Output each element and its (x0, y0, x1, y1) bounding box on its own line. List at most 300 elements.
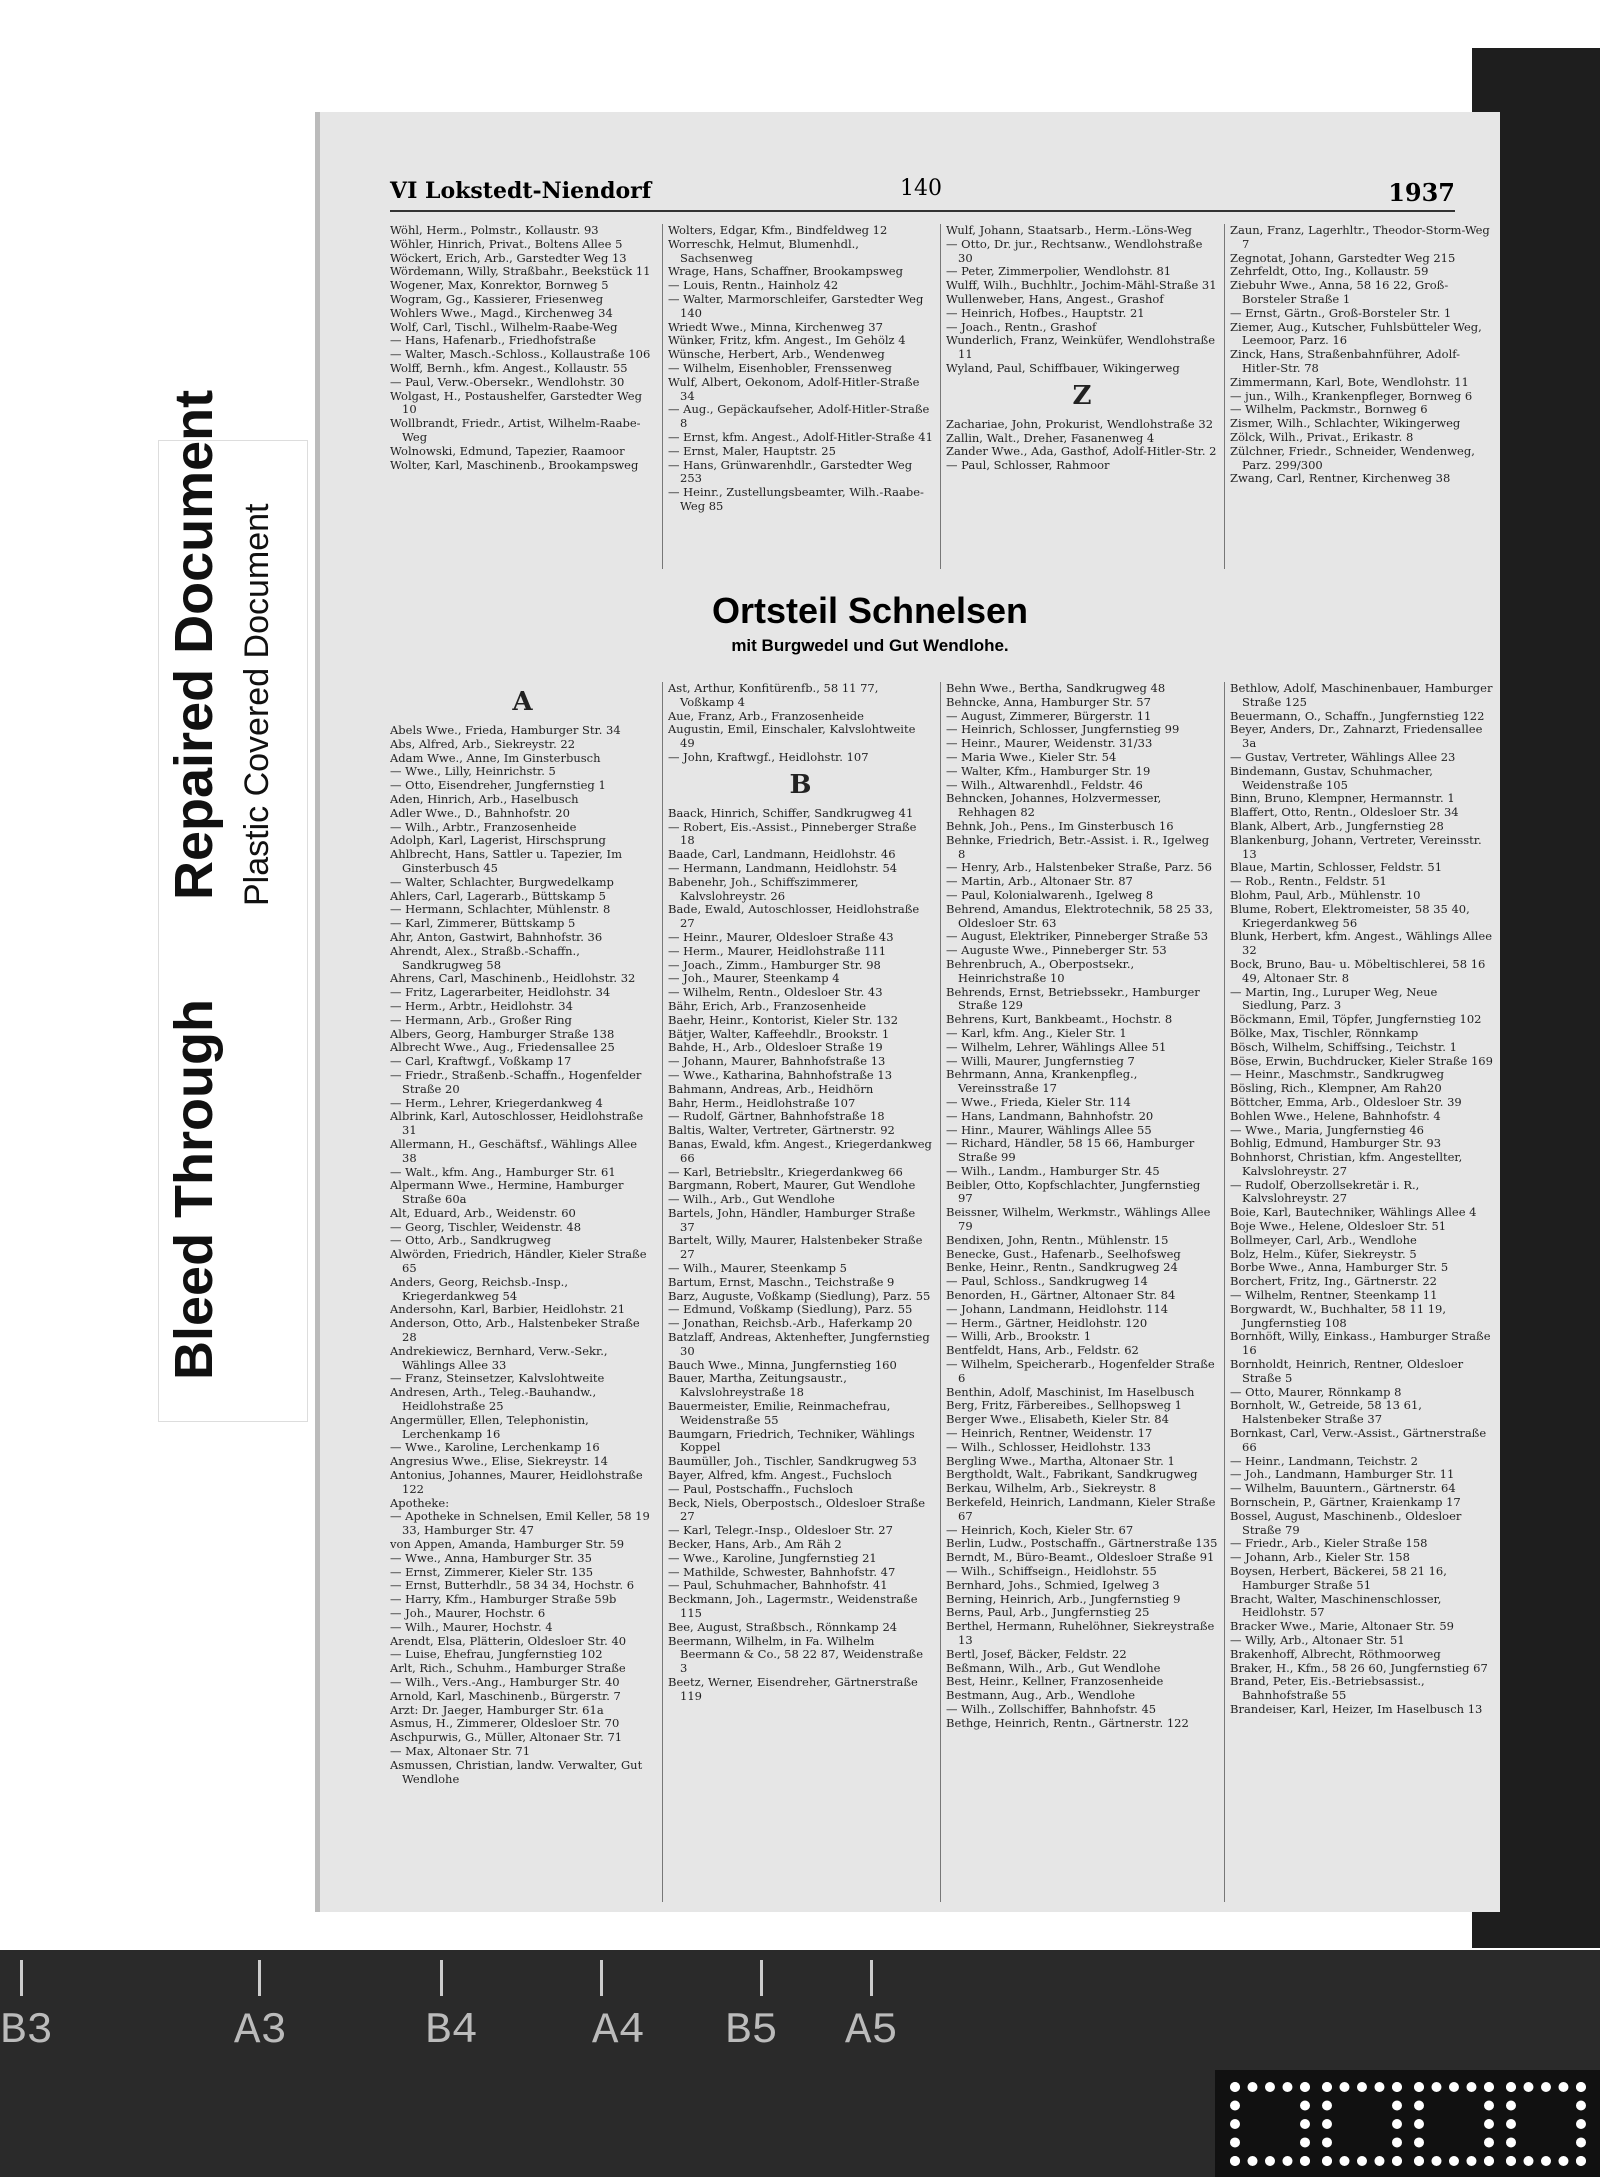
directory-entry: Benke, Heinr., Rentn., Sandkrugweg 24 (946, 1260, 1178, 1275)
directory-entry: Bolz, Helm., Küfer, Siekreystr. 5 (1230, 1246, 1417, 1261)
directory-entry: — Friedr., Arb., Kieler Straße 158 (1230, 1536, 1428, 1551)
directory-entry: Bethlow, Adolf, Maschinenbauer, Hamburger Straße 125 (1230, 682, 1493, 709)
directory-entry: Andresen, Arth., Teleg.-Bauhandw., Heidlohstraße 25 (390, 1385, 597, 1414)
section-title: Ortsteil Schnelsen (711, 590, 1029, 631)
directory-entry: — Karl, Telegr.-Insp., Oldesloer Str. 27 (668, 1523, 893, 1538)
directory-entry: Zallin, Walt., Dreher, Fasanenweg 4 (946, 430, 1155, 445)
directory-entry: Angresius Wwe., Elise, Siekreystr. 14 (390, 1454, 608, 1469)
directory-entry: — Walter, Kfm., Hamburger Str. 19 (946, 763, 1151, 778)
directory-entry: — Willi, Arb., Brookstr. 1 (946, 1329, 1092, 1344)
directory-entry: — Rudolf, Oberzollsekretär i. R., Kalvslohreystr. 27 (1230, 1177, 1420, 1206)
directory-entry: — Paul, Postschaffn., Fuchsloch (668, 1481, 854, 1496)
directory-entry: — Otto, Arb., Sandkrugweg (390, 1233, 551, 1248)
directory-entry: Zwang, Carl, Rentner, Kirchenweg 38 (1230, 471, 1451, 486)
directory-entry: — Walter, Masch.-Schloss., Kollaustraße 106 (390, 347, 651, 362)
directory-entry: — Willy, Arb., Altonaer Str. 51 (1230, 1632, 1405, 1647)
directory-entry: — Auguste Wwe., Pinneberger Str. 53 (946, 943, 1167, 958)
directory-entry: Behncken, Johannes, Holzvermesser, Rehhagen 82 (946, 791, 1162, 820)
directory-entry: Zülchner, Friedr., Schneider, Wendenweg, Parz. 299/300 (1230, 443, 1475, 472)
directory-entry: Bindemann, Gustav, Schuhmacher, Weidenstraße 105 (1230, 763, 1433, 792)
directory-entry: Bade, Ewald, Autoschlosser, Heidlohstraße 27 (668, 902, 920, 931)
directory-entry: — Franz, Steinsetzer, Kalvslohtweite (390, 1371, 605, 1386)
directory-entry: — Wilh., Maurer, Hochstr. 4 (390, 1619, 553, 1634)
directory-entry: Behrens, Kurt, Bankbeamt., Hochstr. 8 (946, 1012, 1173, 1027)
directory-entry: Böttcher, Emma, Arb., Oldesloer Str. 39 (1230, 1094, 1462, 1109)
directory-entry: Bertl, Josef, Bäcker, Feldstr. 22 (946, 1646, 1127, 1661)
directory-entry: Wolters, Edgar, Kfm., Bindfeldweg 12 (668, 224, 888, 237)
directory-entry: — Wilh., Arbtr., Franzosenheide (390, 819, 577, 834)
bottom-column-4 (1230, 682, 1495, 1902)
directory-entry: Beissner, Wilhelm, Werkmstr., Wählings Allee 79 (946, 1205, 1211, 1234)
directory-entry: Benecke, Gust., Hafenarb., Seelhofsweg (946, 1246, 1181, 1261)
directory-entry: Blunk, Herbert, kfm. Angest., Wählings Allee 32 (1230, 929, 1492, 958)
directory-entry: Bornschein, P., Gärtner, Kraienkamp 17 (1230, 1495, 1461, 1510)
directory-entry: Wolf, Carl, Tischl., Wilhelm-Raabe-Weg (390, 319, 618, 334)
directory-entry: — Rudolf, Gärtner, Bahnhofstraße 18 (668, 1109, 885, 1124)
directory-entry: Bahde, H., Arb., Oldesloer Straße 19 (668, 1040, 883, 1055)
bottom-column-1 (390, 682, 655, 1902)
directory-entry: — Johann, Landmann, Heidlohstr. 114 (946, 1301, 1169, 1316)
directory-entry: Bracker Wwe., Marie, Altonaer Str. 59 (1230, 1619, 1454, 1634)
directory-entry: Batzlaff, Andreas, Aktenhefter, Jungfernstieg 30 (668, 1330, 930, 1358)
directory-entry: Blohm, Paul, Arb., Mühlenstr. 10 (1230, 887, 1421, 902)
directory-entry: — Hermann, Schlachter, Mühlenstr. 8 (390, 902, 611, 917)
directory-entry: — Heinr., Landmann, Teichstr. 2 (1230, 1453, 1418, 1468)
bottom-column-2 (668, 682, 933, 1902)
directory-entry: Berning, Heinrich, Arb., Jungfernstieg 9 (946, 1591, 1181, 1606)
directory-entry: — Ernst, Maler, Hauptstr. 25 (668, 443, 836, 458)
directory-entry: Boysen, Herbert, Bäckerei, 58 21 16, Hamburger Straße 51 (1230, 1564, 1447, 1592)
directory-entry: — Karl, kfm. Ang., Kieler Str. 1 (946, 1025, 1127, 1040)
directory-entry: — Ernst, Zimmerer, Kieler Str. 135 (390, 1564, 594, 1579)
directory-entry: Behn Wwe., Bertha, Sandkrugweg 48 (946, 682, 1166, 695)
directory-entry: Bergling Wwe., Martha, Altonaer Str. 1 (946, 1453, 1175, 1468)
directory-entry: — Wilhelm, Speicherarb., Hogenfelder Straße 6 (946, 1357, 1215, 1385)
directory-entry: Alt, Eduard, Arb., Weidenstr. 60 (390, 1205, 576, 1220)
directory-entry: Berkau, Wilhelm, Arb., Siekreystr. 8 (946, 1481, 1157, 1496)
directory-entry: — jun., Wilh., Krankenpfleger, Bornweg 6 (1230, 388, 1473, 403)
directory-entry: Beetz, Werner, Eisendreher, Gärtnerstraße 119 (668, 1674, 918, 1703)
directory-entry: — Wilh., Zollschiffer, Bahnhofstr. 45 (946, 1701, 1157, 1716)
directory-entry: Bargmann, Robert, Maurer, Gut Wendlohe (668, 1178, 916, 1193)
directory-entry: — Wwe., Katharina, Bahnhofstraße 13 (668, 1067, 893, 1082)
directory-entry: Bornkast, Carl, Verw.-Assist., Gärtnerstraße 66 (1230, 1426, 1487, 1454)
counter-digit (1506, 2082, 1586, 2166)
directory-entry: — Wwe., Maria, Jungfernstieg 46 (1230, 1122, 1424, 1137)
directory-entry: — Wilh., Schlosser, Heidlohstr. 133 (946, 1439, 1151, 1454)
directory-entry: Bergtholdt, Walt., Fabrikant, Sandkrugweg (946, 1467, 1198, 1482)
directory-entry: Worreschk, Helmut, Blumenhdl., Sachsenweg (668, 236, 859, 265)
directory-entry: Benthin, Adolf, Maschinist, Im Haselbusch (946, 1384, 1195, 1399)
directory-entry: Wulf, Johann, Staatsarb., Herm.-Löns-Weg (946, 224, 1192, 237)
directory-entry: Behrend, Amandus, Elektrotechnik, 58 25 33, Oldesloer Str. 63 (946, 901, 1213, 930)
directory-entry: — Joh., Landmann, Hamburger Str. 11 (1230, 1467, 1455, 1482)
directory-entry: Bethge, Heinrich, Rentn., Gärtnerstr. 122 (946, 1715, 1189, 1730)
directory-entry: — Walter, Schlachter, Burgwedelkamp (390, 874, 614, 889)
directory-entry: Braker, H., Kfm., 58 26 60, Jungfernstieg 67 (1230, 1660, 1488, 1675)
directory-entry: — August, Elektriker, Pinneberger Straße 53 (946, 929, 1209, 944)
directory-entry: Bracht, Walter, Maschinenschlosser, Heidlohstr. 57 (1230, 1591, 1442, 1620)
directory-entry: Arlt, Rich., Schuhm., Hamburger Straße (390, 1661, 626, 1676)
directory-entry: Wohlers Wwe., Magd., Kirchenweg 34 (390, 305, 613, 320)
directory-entry: Blume, Robert, Elektromeister, 58 35 40, Kriegerdankweg 56 (1230, 901, 1470, 930)
directory-entry: — Hinr., Maurer, Wählings Allee 55 (946, 1122, 1152, 1137)
directory-entry: Zehrfeldt, Otto, Ing., Kollaustr. 59 (1230, 264, 1429, 279)
directory-entry: Behrends, Ernst, Betriebssekr., Hamburger Straße 129 (946, 984, 1200, 1013)
directory-entry: — Joach., Rentn., Grashof (946, 319, 1097, 334)
directory-entry: Blaue, Martin, Schlosser, Feldstr. 51 (1230, 860, 1443, 875)
directory-entry: — Walter, Marmorschleifer, Garstedter Weg 140 (668, 291, 924, 320)
directory-entry: — Martin, Ing., Luruper Weg, Neue Siedlung, Parz. 3 (1230, 984, 1438, 1013)
directory-entry: — Herm., Lehrer, Kriegerdankweg 4 (390, 1095, 603, 1110)
directory-entry: Bayer, Alfred, kfm. Angest., Fuchsloch (668, 1468, 892, 1483)
directory-entry: Bahr, Herm., Heidlohstraße 107 (668, 1095, 856, 1110)
directory-entry: Baltis, Walter, Vertreter, Gärtnerstr. 92 (668, 1123, 895, 1138)
directory-entry: — Hermann, Arb., Großer Ring (390, 1012, 572, 1027)
directory-entry: — Karl, Betriebsltr., Kriegerdankweg 66 (668, 1164, 903, 1179)
top-column-3 (946, 224, 1218, 574)
directory-entry: Blankenburg, Johann, Vertreter, Vereinsstr. 13 (1230, 832, 1482, 861)
directory-entry: — Apotheke in Schnelsen, Emil Keller, 58 19 33, Hamburger Str. 47 (390, 1509, 650, 1538)
directory-entry: — Heinrich, Koch, Kieler Str. 67 (946, 1522, 1134, 1537)
label-repaired-document: Repaired Document (164, 389, 224, 900)
directory-entry: Babenehr, Joh., Schiffszimmerer, Kalvslohreystr. 26 (668, 874, 859, 903)
directory-entry: Wolgast, H., Postaushelfer, Garstedter Weg 10 (390, 388, 642, 417)
directory-entry: Wöhl, Herm., Polmstr., Kollaustr. 93 (390, 224, 599, 237)
top-column-1 (390, 224, 655, 574)
directory-entry: — Wilh., Schiffseign., Heidlohstr. 55 (946, 1564, 1157, 1578)
directory-entry: — Heinr., Maurer, Oldesloer Straße 43 (668, 929, 894, 944)
directory-entry: — Wwe., Karoline, Jungfernstieg 21 (668, 1550, 877, 1565)
directory-entry: — Richard, Händler, 58 15 66, Hamburger Straße 99 (946, 1136, 1195, 1165)
directory-entry: Albrink, Karl, Autoschlosser, Heidlohstraße 31 (390, 1109, 644, 1138)
directory-entry: Zachariae, John, Prokurist, Wendlohstraße 32 (946, 416, 1214, 431)
directory-entry: — Heinrich, Schlosser, Jungfernstieg 99 (946, 722, 1180, 737)
ruler-label-a4: A4 (592, 2006, 645, 2056)
top-column-4 (1230, 224, 1495, 574)
directory-entry: Blaffert, Otto, Rentn., Oldesloer Str. 34 (1230, 805, 1459, 820)
directory-entry: Adam Wwe., Anne, Im Ginsterbusch (390, 750, 601, 765)
directory-entry: Ahlbrecht, Hans, Sattler u. Tapezier, Im Ginsterbusch 45 (390, 847, 623, 875)
top-margin (0, 0, 1600, 48)
directory-entry: Brakenhoff, Albrecht, Röthmoorweg (1230, 1646, 1441, 1661)
directory-entry: — Aug., Gepäckaufseher, Adolf-Hitler-Straße 8 (668, 402, 930, 431)
directory-entry: Bauermeister, Emilie, Reinmachefrau, Weidenstraße 55 (668, 1399, 891, 1427)
directory-entry: Böse, Erwin, Buchdrucker, Kieler Straße 169 (1230, 1053, 1493, 1068)
directory-entry: Beibler, Otto, Kopfschlachter, Jungfernstieg 97 (946, 1177, 1201, 1206)
page-number: 140 (900, 176, 942, 201)
directory-entry: Best, Heinr., Kellner, Franzosenheide (946, 1674, 1164, 1689)
directory-entry: Borgwardt, W., Buchhalter, 58 11 19, Jungfernstieg 108 (1230, 1301, 1446, 1330)
directory-entry: Andersohn, Karl, Barbier, Heidlohstr. 21 (390, 1302, 626, 1317)
directory-entry: Bauer, Martha, Zeitungsaustr., Kalvslohreystraße 18 (668, 1371, 847, 1400)
directory-entry: — Wwe., Anna, Hamburger Str. 35 (390, 1550, 592, 1565)
ruler-label-b3: B3 (0, 2006, 53, 2056)
directory-entry: — Maria Wwe., Kieler Str. 54 (946, 749, 1117, 764)
directory-entry: Bohnhorst, Christian, kfm. Angestellter, Kalvslohreystr. 27 (1230, 1150, 1463, 1178)
directory-entry: Behnke, Friedrich, Betr.-Assist. i. R., Igelweg 8 (946, 832, 1210, 861)
directory-entry: Zölck, Wilh., Privat., Erikastr. 8 (1230, 429, 1414, 444)
ruler-label-a3: A3 (234, 2006, 287, 2056)
directory-page (315, 112, 1500, 1912)
directory-entry: — Wilhelm, Bauuntern., Gärtnerstr. 64 (1230, 1481, 1456, 1496)
directory-entry: — Hermann, Landmann, Heidlohstr. 54 (668, 860, 898, 875)
directory-entry: Bornhöft, Willy, Einkass., Hamburger Straße 16 (1230, 1329, 1491, 1358)
directory-entry: — John, Kraftwgf., Heidlohstr. 107 (668, 749, 869, 764)
directory-entry: Wyland, Paul, Schiffbauer, Wikingerweg (946, 360, 1180, 375)
directory-entry: — Paul, Schloss., Sandkrugweg 14 (946, 1274, 1148, 1289)
directory-entry: — Mathilde, Schwester, Bahnhofstr. 47 (668, 1564, 896, 1579)
directory-entry: Berger Wwe., Elisabeth, Kieler Str. 84 (946, 1412, 1169, 1427)
counter-digit (1230, 2082, 1310, 2166)
directory-entry: Wünker, Fritz, kfm. Angest., Im Gehölz 4 (668, 333, 906, 348)
directory-entry: — Otto, Maurer, Rönnkamp 8 (1230, 1384, 1402, 1399)
directory-entry: — Paul, Schlosser, Rahmoor (946, 458, 1110, 473)
directory-entry: Wöckert, Erich, Arb., Garstedter Weg 13 (390, 250, 627, 265)
section-letter: Z (1072, 380, 1092, 411)
directory-entry: Beck, Niels, Oberpostsch., Oldesloer Straße 27 (668, 1495, 926, 1524)
directory-entry: Ahrens, Carl, Maschinenb., Heidlohstr. 32 (390, 971, 636, 986)
directory-entry: Wulf, Albert, Oekonom, Adolf-Hitler-Straße 34 (668, 374, 920, 403)
directory-entry: von Appen, Amanda, Hamburger Str. 59 (390, 1537, 625, 1552)
section-letter: A (512, 687, 533, 717)
counter-digit (1322, 2082, 1402, 2166)
directory-entry: Beckmann, Joh., Lagermstr., Weidenstraße 115 (668, 1592, 918, 1620)
directory-entry: Boie, Karl, Bautechniker, Wählings Allee 4 (1230, 1205, 1477, 1220)
directory-entry: Ziemer, Aug., Kutscher, Fuhlsbütteler Weg, Leemoor, Parz. 16 (1230, 319, 1482, 348)
directory-entry: Wogram, Gg., Kassierer, Friesenweg (390, 291, 604, 306)
directory-entry: Beyer, Anders, Dr., Zahnarzt, Friedensallee 3a (1230, 722, 1483, 751)
directory-entry: Wöhler, Hinrich, Privat., Boltens Allee 5 (390, 236, 623, 251)
directory-entry: Alwörden, Friedrich, Händler, Kieler Straße 65 (390, 1247, 647, 1276)
directory-entry: — Wilhelm, Packmstr., Bornweg 6 (1230, 402, 1428, 417)
directory-entry: Wulff, Wilh., Buchhltr., Jochim-Mähl-Straße 31 (946, 278, 1217, 293)
directory-entry: Bartels, John, Händler, Hamburger Straße 37 (668, 1205, 916, 1234)
directory-entry: — Luise, Ehefrau, Jungfernstieg 102 (390, 1647, 603, 1662)
directory-entry: — Wilh., Maurer, Steenkamp 5 (668, 1261, 847, 1276)
directory-entry: Ast, Arthur, Konfitürenfb., 58 11 77, Voßkamp 4 (668, 682, 879, 709)
directory-entry: Bauch Wwe., Minna, Jungfernstieg 160 (668, 1357, 897, 1372)
directory-entry: — Wwe., Karoline, Lerchenkamp 16 (390, 1440, 600, 1455)
directory-entry: Bölke, Max, Tischler, Rönnkamp (1230, 1025, 1419, 1040)
directory-entry: Banas, Ewald, kfm. Angest., Kriegerdankweg 66 (668, 1136, 932, 1165)
directory-entry: Zimmermann, Karl, Bote, Wendlohstr. 11 (1230, 374, 1469, 389)
directory-entry: Arzt: Dr. Jaeger, Hamburger Str. 61a (390, 1702, 604, 1717)
ruler-label-b5: B5 (725, 2006, 778, 2056)
directory-entry: Beßmann, Wilh., Arb., Gut Wendlohe (946, 1660, 1161, 1675)
directory-entry: Wolnowski, Edmund, Tapezier, Raamoor (390, 443, 625, 458)
directory-entry: Wriedt Wwe., Minna, Kirchenweg 37 (668, 319, 883, 334)
directory-entry: Arendt, Elsa, Plätterin, Oldesloer Str. 40 (390, 1633, 627, 1648)
directory-entry: — Hans, Hafenarb., Friedhofstraße (390, 333, 596, 348)
directory-entry: Antonius, Johannes, Maurer, Heidlohstraße 122 (390, 1468, 643, 1496)
directory-entry: Augustin, Emil, Einschaler, Kalvslohtweite 49 (668, 722, 916, 751)
directory-entry: Berthel, Hermann, Ruhelöhner, Siekreystraße 13 (946, 1619, 1215, 1647)
directory-entry: — Harry, Kfm., Hamburger Straße 59b (390, 1592, 617, 1607)
directory-entry: Barz, Auguste, Voßkamp (Siedlung), Parz. 55 (668, 1288, 931, 1303)
directory-entry: — Heinr., Zustellungsbeamter, Wilh.-Raabe-Weg 85 (668, 485, 924, 513)
directory-entry: Bösch, Wilhelm, Schiffsing., Teichstr. 1 (1230, 1039, 1457, 1054)
directory-entry: Angermüller, Ellen, Telephonistin, Lerchenkamp 16 (390, 1412, 589, 1441)
directory-entry: Boje Wwe., Helene, Oldesloer Str. 51 (1230, 1219, 1447, 1234)
bottom-column-3 (946, 682, 1218, 1902)
directory-entry: Bahmann, Andreas, Arb., Heidhörn (668, 1081, 874, 1096)
directory-entry: Berg, Fritz, Färbereibes., Sellhopsweg 1 (946, 1398, 1182, 1413)
directory-entry: Asmussen, Christian, landw. Verwalter, Gut Wendlohe (390, 1757, 643, 1786)
directory-entry: Berlin, Ludw., Postschaffn., Gärtnerstraße 135 (946, 1536, 1218, 1551)
directory-entry: Bartelt, Willy, Maurer, Halstenbeker Straße 27 (668, 1233, 923, 1262)
directory-entry: Wrage, Hans, Schaffner, Brookampsweg (668, 264, 903, 279)
directory-entry: Bähr, Erich, Arb., Franzosenheide (668, 998, 867, 1013)
directory-entry: Bornholt, W., Getreide, 58 13 61, Halstenbeker Straße 37 (1230, 1398, 1422, 1427)
directory-entry: — Paul, Verw.-Obersekr., Wendlohstr. 30 (390, 374, 625, 389)
directory-entry: Albers, Georg, Hamburger Straße 138 (390, 1026, 615, 1041)
directory-entry: Bock, Bruno, Bau- u. Möbeltischlerei, 58 16 49, Altonaer Str. 8 (1230, 956, 1486, 985)
directory-entry: Beuermann, O., Schaffn., Jungfernstieg 122 (1230, 708, 1485, 723)
directory-entry: — Paul, Schuhmacher, Bahnhofstr. 41 (668, 1578, 888, 1593)
directory-entry: — Friedr., Straßenb.-Schaffn., Hogenfelder Straße 20 (390, 1067, 642, 1096)
directory-entry: Aue, Franz, Arb., Franzosenheide (668, 708, 864, 723)
directory-entry: Wördemann, Willy, Straßbahr., Beekstück 11 (390, 264, 651, 279)
directory-entry: — Gustav, Vertreter, Wählings Allee 23 (1230, 749, 1456, 764)
directory-entry: — Wilh., Landm., Hamburger Str. 45 (946, 1163, 1160, 1178)
directory-entry: Behnk, Joh., Pens., Im Ginsterbusch 16 (946, 818, 1174, 833)
directory-entry: — Otto, Dr. jur., Rechtsanw., Wendlohstraße 30 (946, 236, 1203, 265)
directory-entry: Adolph, Karl, Lagerist, Hirschsprung (390, 833, 606, 848)
directory-entry: Baade, Carl, Landmann, Heidlohstr. 46 (668, 847, 896, 862)
directory-entry: — Martin, Arb., Altonaer Str. 87 (946, 874, 1133, 889)
directory-entry: Anders, Georg, Reichsb.-Insp., Kriegerdankweg 54 (390, 1274, 568, 1303)
directory-entry: Allermann, H., Geschäftsf., Wählings Allee 38 (390, 1136, 638, 1165)
directory-entry: Behrenbruch, A., Oberpostsekr., Heinrichstraße 10 (946, 956, 1135, 985)
directory-entry: Bentfeldt, Hans, Arb., Feldstr. 62 (946, 1343, 1139, 1358)
directory-entry: Wolter, Karl, Maschinenb., Brookampsweg (390, 457, 639, 472)
directory-entry: — Fritz, Lagerarbeiter, Heidlohstr. 34 (390, 985, 611, 1000)
directory-entry: — Joh., Maurer, Steenkamp 4 (668, 971, 840, 986)
scanner-ruler (0, 1950, 1600, 2177)
directory-entry: Wunderlich, Franz, Weinküfer, Wendlohstraße 11 (946, 333, 1216, 362)
directory-entry: Aden, Hinrich, Arb., Haselbusch (390, 791, 579, 806)
label-bleed-through: Bleed Through (164, 999, 224, 1380)
directory-entry: Ziebuhr Wwe., Anna, 58 16 22, Groß-Borsteler Straße 1 (1230, 278, 1449, 306)
directory-entry: Zaun, Franz, Lagerhltr., Theodor-Storm-Weg 7 (1230, 224, 1490, 251)
directory-entry: — Ernst, kfm. Angest., Adolf-Hitler-Straße 41 (668, 429, 933, 444)
directory-entry: — Edmund, Voßkamp (Siedlung), Parz. 55 (668, 1302, 913, 1317)
directory-entry: Zinck, Hans, Straßenbahnführer, Adolf-Hitler-Str. 78 (1230, 347, 1460, 375)
directory-entry: Behncke, Anna, Hamburger Str. 57 (946, 694, 1151, 709)
directory-entry: Ahrendt, Alex., Straßb.-Schaffn., Sandkrugweg 58 (390, 943, 580, 972)
directory-entry: — Wilhelm, Rentner, Steenkamp 11 (1230, 1288, 1438, 1303)
directory-entry: Arnold, Karl, Maschinenb., Bürgerstr. 7 (390, 1688, 621, 1703)
directory-entry: Bartum, Ernst, Maschn., Teichstraße 9 (668, 1274, 895, 1289)
top-column-2 (668, 224, 933, 574)
directory-entry: Wünsche, Herbert, Arb., Wendenweg (668, 347, 885, 362)
ruler-label-a5: A5 (845, 2006, 898, 2056)
directory-entry: — Willi, Maurer, Jungfernstieg 7 (946, 1053, 1135, 1068)
directory-entry: Bohlen Wwe., Helene, Bahnhofstr. 4 (1230, 1108, 1441, 1123)
directory-entry: — Otto, Eisendreher, Jungfernstieg 1 (390, 778, 606, 793)
section-letter: B (789, 769, 812, 800)
directory-entry: — Jonathan, Reichsb.-Arb., Haferkamp 20 (668, 1316, 913, 1331)
header-title: VI Lokstedt-Niendorf (390, 178, 652, 204)
label-plastic-covered: Plastic Covered Document (238, 503, 276, 906)
directory-entry: Borbe Wwe., Anna, Hamburger Str. 5 (1230, 1260, 1449, 1275)
directory-entry: Asmus, H., Zimmerer, Oldesloer Str. 70 (390, 1716, 620, 1731)
directory-entry: Andrekiewicz, Bernhard, Verw.-Sekr., Wählings Allee 33 (390, 1343, 608, 1372)
directory-entry: — Wilh., Arb., Gut Wendlohe (668, 1192, 835, 1207)
directory-entry: Brandeiser, Karl, Heizer, Im Haselbusch 13 (1230, 1701, 1483, 1716)
directory-entry: Wullenweber, Hans, Angest., Grashof (946, 291, 1164, 306)
directory-entry: — Ernst, Gärtn., Groß-Borsteler Str. 1 (1230, 305, 1452, 320)
directory-entry: Anderson, Otto, Arb., Halstenbeker Straße 28 (390, 1316, 640, 1345)
directory-entry: — Rob., Rentn., Feldstr. 51 (1230, 874, 1387, 889)
directory-entry: — Hans, Grünwarenhdlr., Garstedter Weg 253 (668, 457, 913, 486)
directory-entry: Bee, August, Straßbsch., Rönnkamp 24 (668, 1619, 898, 1634)
directory-entry: — Robert, Eis.-Assist., Pinneberger Straße 18 (668, 819, 917, 848)
directory-entry: Abs, Alfred, Arb., Siekreystr. 22 (390, 736, 576, 751)
directory-entry: — Johann, Arb., Kieler Str. 158 (1230, 1550, 1410, 1565)
directory-entry: Berkefeld, Heinrich, Landmann, Kieler Straße 67 (946, 1495, 1216, 1523)
directory-entry: — Herm., Maurer, Heidlohstraße 111 (668, 943, 887, 958)
directory-entry: Wolff, Bernh., kfm. Angest., Kollaustr. 55 (390, 360, 628, 375)
directory-entry: Baumgarn, Friedrich, Techniker, Wählings Koppel (668, 1426, 915, 1455)
directory-entry: — Karl, Zimmerer, Büttskamp 5 (390, 916, 576, 931)
directory-entry: Wogener, Max, Konrektor, Bornweg 5 (390, 278, 609, 293)
directory-entry: — Heinr., Maurer, Weidenstr. 31/33 (946, 736, 1153, 751)
directory-entry: Binn, Bruno, Klempner, Hermannstr. 1 (1230, 791, 1455, 806)
directory-entry: Baehr, Heinr., Kontorist, Kieler Str. 132 (668, 1012, 899, 1027)
directory-entry: Aschpurwis, G., Müller, Altonaer Str. 71 (390, 1730, 623, 1745)
counter-digit (1414, 2082, 1494, 2166)
directory-entry: Baumüller, Joh., Tischler, Sandkrugweg 53 (668, 1454, 917, 1469)
directory-entry: — Louis, Rentn., Hainholz 42 (668, 278, 839, 293)
directory-entry: — Wilh., Vers.-Ang., Hamburger Str. 40 (390, 1674, 620, 1689)
directory-entry: — Ernst, Butterhdlr., 58 34 34, Hochstr. 6 (390, 1578, 635, 1593)
directory-entry: Bestmann, Aug., Arb., Wendlohe (946, 1688, 1136, 1703)
directory-entry: — Paul, Kolonialwarenh., Igelweg 8 (946, 887, 1154, 902)
directory-entry: Apotheke: (390, 1495, 450, 1510)
directory-entry: Bornholdt, Heinrich, Rentner, Oldesloer Straße 5 (1230, 1357, 1464, 1385)
directory-entry: — Peter, Zimmerpolier, Wendlohstr. 81 (946, 264, 1172, 279)
section-subtitle: mit Burgwedel und Gut Wendlohe. (731, 636, 1009, 655)
directory-entry: — Wilhelm, Eisenhobler, Frenssenweg (668, 360, 892, 375)
directory-entry: — August, Zimmerer, Bürgerstr. 11 (946, 708, 1152, 723)
directory-entry: — Wilhelm, Lehrer, Wählings Allee 51 (946, 1039, 1167, 1054)
directory-entry: Zegnotat, Johann, Garstedter Weg 215 (1230, 250, 1456, 265)
directory-entry: — Heinrich, Rentner, Weidenstr. 17 (946, 1426, 1153, 1441)
directory-entry: Berns, Paul, Arb., Jungfernstieg 25 (946, 1605, 1150, 1620)
directory-entry: Ahlers, Carl, Lagerarb., Büttskamp 5 (390, 888, 606, 903)
directory-entry: Abels Wwe., Frieda, Hamburger Str. 34 (390, 723, 621, 737)
directory-entry: Behrmann, Anna, Krankenpfleg., Vereinsstraße 17 (946, 1067, 1138, 1096)
directory-entry: — Heinrich, Hofbes., Hauptstr. 21 (946, 305, 1145, 320)
directory-entry: — Joh., Maurer, Hochstr. 6 (390, 1606, 546, 1620)
directory-entry: — Wwe., Lilly, Heinrichstr. 5 (390, 764, 556, 779)
directory-entry: Brand, Peter, Eis.-Betriebsassist., Bahnhofstraße 55 (1230, 1674, 1425, 1703)
directory-entry: Ahr, Anton, Gastwirt, Bahnhofstr. 36 (390, 929, 603, 944)
directory-entry: Albrecht Wwe., Aug., Friedensallee 25 (390, 1040, 615, 1055)
directory-entry: — Carl, Kraftwgf., Voßkamp 17 (390, 1054, 572, 1069)
directory-entry: — Hans, Landmann, Bahnhofstr. 20 (946, 1108, 1154, 1123)
directory-entry: — Johann, Maurer, Bahnhofstraße 13 (668, 1054, 886, 1069)
directory-entry: Bösling, Rich., Klempner, Am Rah20 (1230, 1081, 1442, 1096)
directory-entry: Blank, Albert, Arb., Jungfernstieg 28 (1230, 818, 1444, 833)
directory-entry: — Heinr., Maschmstr., Sandkrugweg (1230, 1067, 1445, 1082)
directory-entry: Adler Wwe., D., Bahnhofstr. 20 (390, 805, 570, 820)
directory-entry: Bollmeyer, Carl, Arb., Wendlohe (1230, 1232, 1417, 1247)
directory-entry: Wollbrandt, Friedr., Artist, Wilhelm-Raabe-Weg (390, 416, 641, 444)
directory-entry: — Walt., kfm. Ang., Hamburger Str. 61 (390, 1164, 616, 1179)
